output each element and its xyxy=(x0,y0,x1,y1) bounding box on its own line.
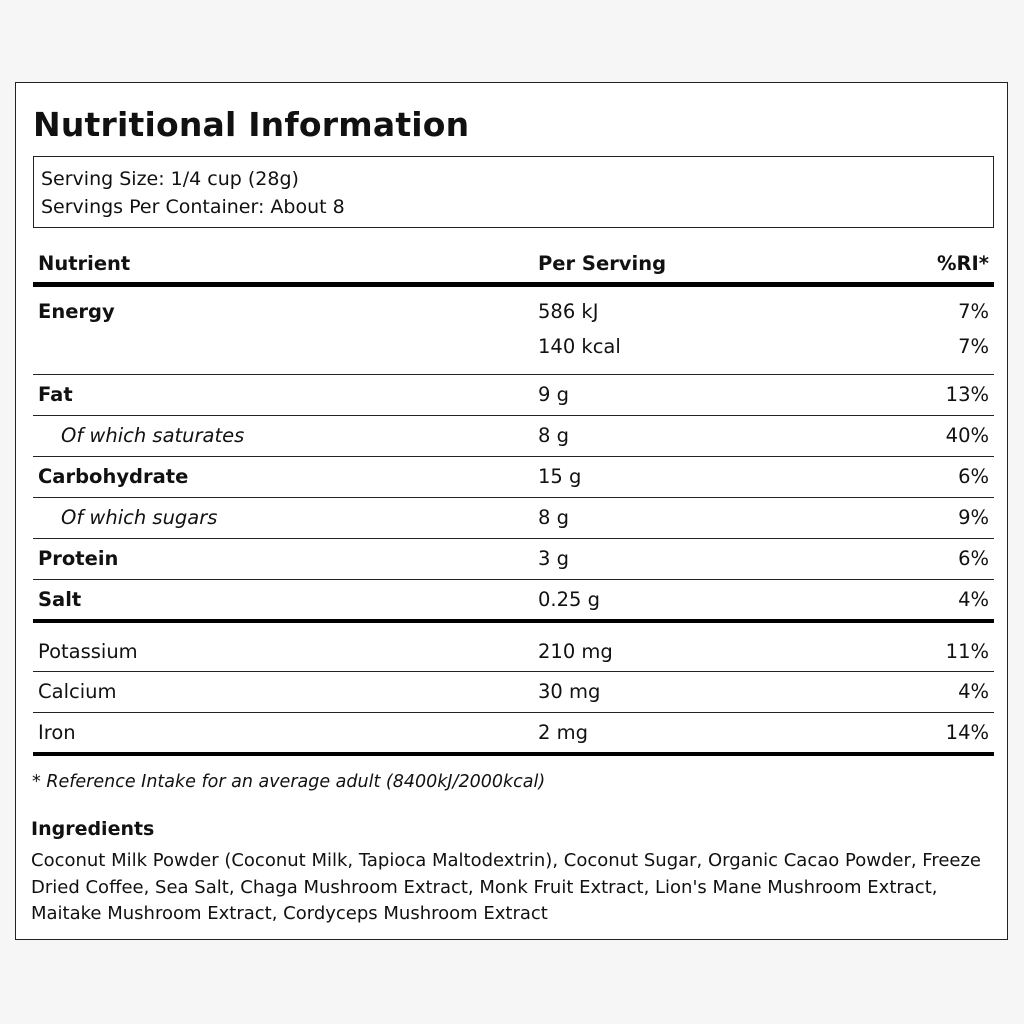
ri-value: 6% xyxy=(958,465,989,488)
nutrient-name: Iron xyxy=(38,721,76,744)
nutrient-name: Protein xyxy=(38,547,119,570)
ri-value: 7% xyxy=(958,300,989,323)
nutrient-name: Carbohydrate xyxy=(38,465,189,488)
table-row-salt xyxy=(33,580,994,623)
table-row-calcium xyxy=(33,672,994,713)
table-row-protein xyxy=(33,539,994,580)
per-serving-value: 9 g xyxy=(538,383,569,406)
ri-value: 6% xyxy=(958,547,989,570)
table-row-energy-kcal xyxy=(33,326,994,375)
ri-value: 14% xyxy=(945,721,989,744)
nutrient-name: Salt xyxy=(38,588,82,611)
per-serving-value: 2 mg xyxy=(538,721,588,744)
nutrient-name: Potassium xyxy=(38,640,138,663)
ri-value: 4% xyxy=(958,680,989,703)
table-row-fat xyxy=(33,375,994,416)
table-row-carbohydrate xyxy=(33,457,994,498)
ri-value: 40% xyxy=(945,424,989,447)
per-serving-value: 210 mg xyxy=(538,640,613,663)
table-row-potassium xyxy=(33,623,994,672)
ri-value: 9% xyxy=(958,506,989,529)
per-serving-value: 15 g xyxy=(538,465,582,488)
table-row-energy-kj xyxy=(33,287,994,326)
servings-per-container: Servings Per Container: About 8 xyxy=(41,196,345,218)
ri-value: 7% xyxy=(958,335,989,358)
serving-info-box xyxy=(33,156,994,228)
per-serving-value: 3 g xyxy=(538,547,569,570)
nutrition-panel xyxy=(15,82,1008,940)
table-header-row xyxy=(33,240,994,287)
serving-size: Serving Size: 1/4 cup (28g) xyxy=(41,168,299,190)
header-ri: %RI* xyxy=(936,252,989,275)
ri-value: 11% xyxy=(945,640,989,663)
page-title: Nutritional Information xyxy=(33,105,470,144)
per-serving-value: 140 kcal xyxy=(538,335,621,358)
ri-value: 13% xyxy=(945,383,989,406)
header-nutrient: Nutrient xyxy=(38,252,131,275)
nutrient-name: Fat xyxy=(38,383,73,406)
nutrient-name: Of which sugars xyxy=(61,506,218,529)
ingredients-heading: Ingredients xyxy=(31,818,155,840)
per-serving-value: 8 g xyxy=(538,424,569,447)
table-row-saturates xyxy=(33,416,994,457)
per-serving-value: 30 mg xyxy=(538,680,601,703)
per-serving-value: 8 g xyxy=(538,506,569,529)
table-row-iron xyxy=(33,713,994,756)
nutrient-name: Of which saturates xyxy=(61,424,245,447)
ri-value: 4% xyxy=(958,588,989,611)
header-per-serving: Per Serving xyxy=(538,252,667,275)
per-serving-value: 586 kJ xyxy=(538,300,599,323)
per-serving-value: 0.25 g xyxy=(538,588,600,611)
ingredients-text: Coconut Milk Powder (Coconut Milk, Tapioca Maltodextrin), Coconut Sugar, Organic Cacao Powder, Freeze Dried Coffee, Sea Salt, Chaga Mushroom Extract, Monk Fruit Extract, Lion's Mane Mushroom Extract, Maitake Mushroom Extract, Cordyceps Mushroom Extract xyxy=(31,850,982,924)
reference-intake-footnote: * Reference Intake for an average adult (8400kJ/2000kcal) xyxy=(32,772,546,792)
table-row-sugars xyxy=(33,498,994,539)
nutrition-table xyxy=(33,240,994,756)
nutrient-name: Calcium xyxy=(38,680,117,703)
nutrient-name: Energy xyxy=(38,300,115,323)
